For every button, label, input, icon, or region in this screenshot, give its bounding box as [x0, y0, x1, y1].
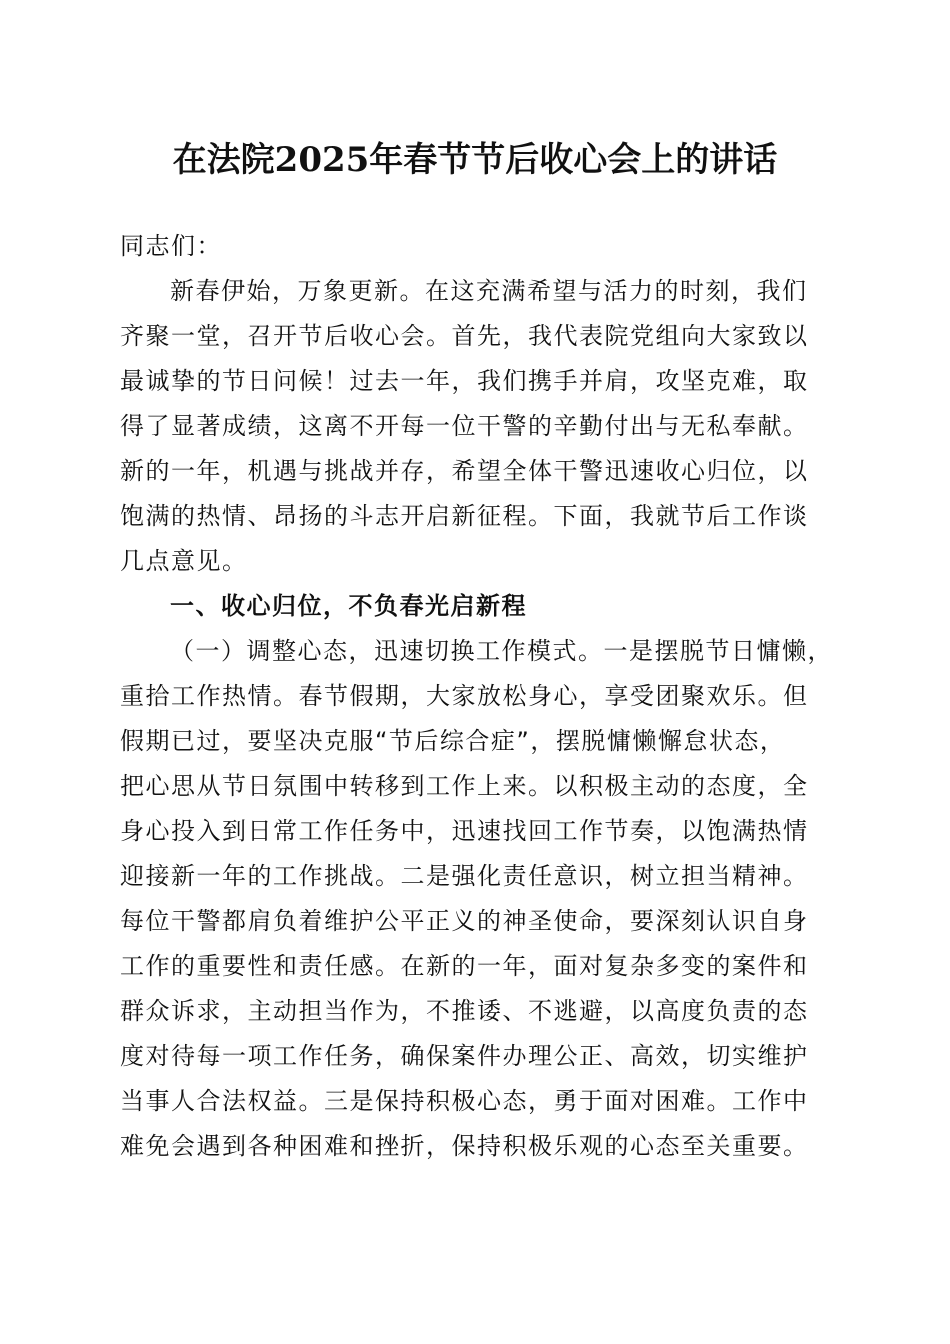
- text-line: 工作的重要性和责任感。在新的一年，面对复杂多变的案件和: [120, 952, 809, 980]
- text-line: 当事人合法权益。三是保持积极心态，勇于面对困难。工作中: [120, 1087, 809, 1115]
- document-body: [120, 224, 832, 1169]
- text-line: 重拾工作热情。春节假期，大家放松身心，享受团聚欢乐。但: [120, 682, 809, 710]
- text-line: 身心投入到日常工作任务中，迅速找回工作节奏，以饱满热情: [120, 817, 809, 845]
- text-line: 群众诉求，主动担当作为，不推诿、不逃避，以高度负责的态: [120, 997, 809, 1025]
- text-line: 饱满的热情、昂扬的斗志开启新征程。下面，我就节后工作谈: [120, 502, 809, 530]
- salutation: 同志们：: [120, 232, 222, 260]
- text-line: 度对待每一项工作任务，确保案件办理公正、高效，切实维护: [120, 1042, 809, 1070]
- text-line: 迎接新一年的工作挑战。二是强化责任意识，树立担当精神。: [120, 862, 809, 890]
- paragraph-lines: [120, 269, 832, 1169]
- section-heading: 一、收心归位，不负春光启新程: [170, 592, 527, 620]
- text-line: 齐聚一堂，召开节后收心会。首先，我代表院党组向大家致以: [120, 322, 809, 350]
- text-line: 新春伊始，万象更新。在这充满希望与活力的时刻，我们: [170, 277, 808, 305]
- text-line: 每位干警都肩负着维护公平正义的神圣使命，要深刻认识自身: [120, 907, 809, 935]
- text-line: 难免会遇到各种困难和挫折，保持积极乐观的心态至关重要。: [120, 1132, 809, 1160]
- text-line: （一）调整心态，迅速切换工作模式。一是摆脱节日慵懒，: [170, 637, 833, 665]
- text-line: 得了显著成绩，这离不开每一位干警的辛勤付出与无私奉献。: [120, 412, 809, 440]
- document-title: 在法院2025年春节节后收心会上的讲话: [172, 140, 778, 180]
- text-line: 最诚挚的节日问候！过去一年，我们携手并肩，攻坚克难，取: [120, 367, 809, 395]
- text-line: 几点意见。: [120, 547, 248, 575]
- text-line: 新的一年，机遇与挑战并存，希望全体干警迅速收心归位，以: [120, 457, 809, 485]
- text-line: 把心思从节日氛围中转移到工作上来。以积极主动的态度，全: [120, 772, 809, 800]
- text-line: 假期已过，要坚决克服“节后综合症”，摆脱慵懒懈怠状态，: [120, 727, 786, 755]
